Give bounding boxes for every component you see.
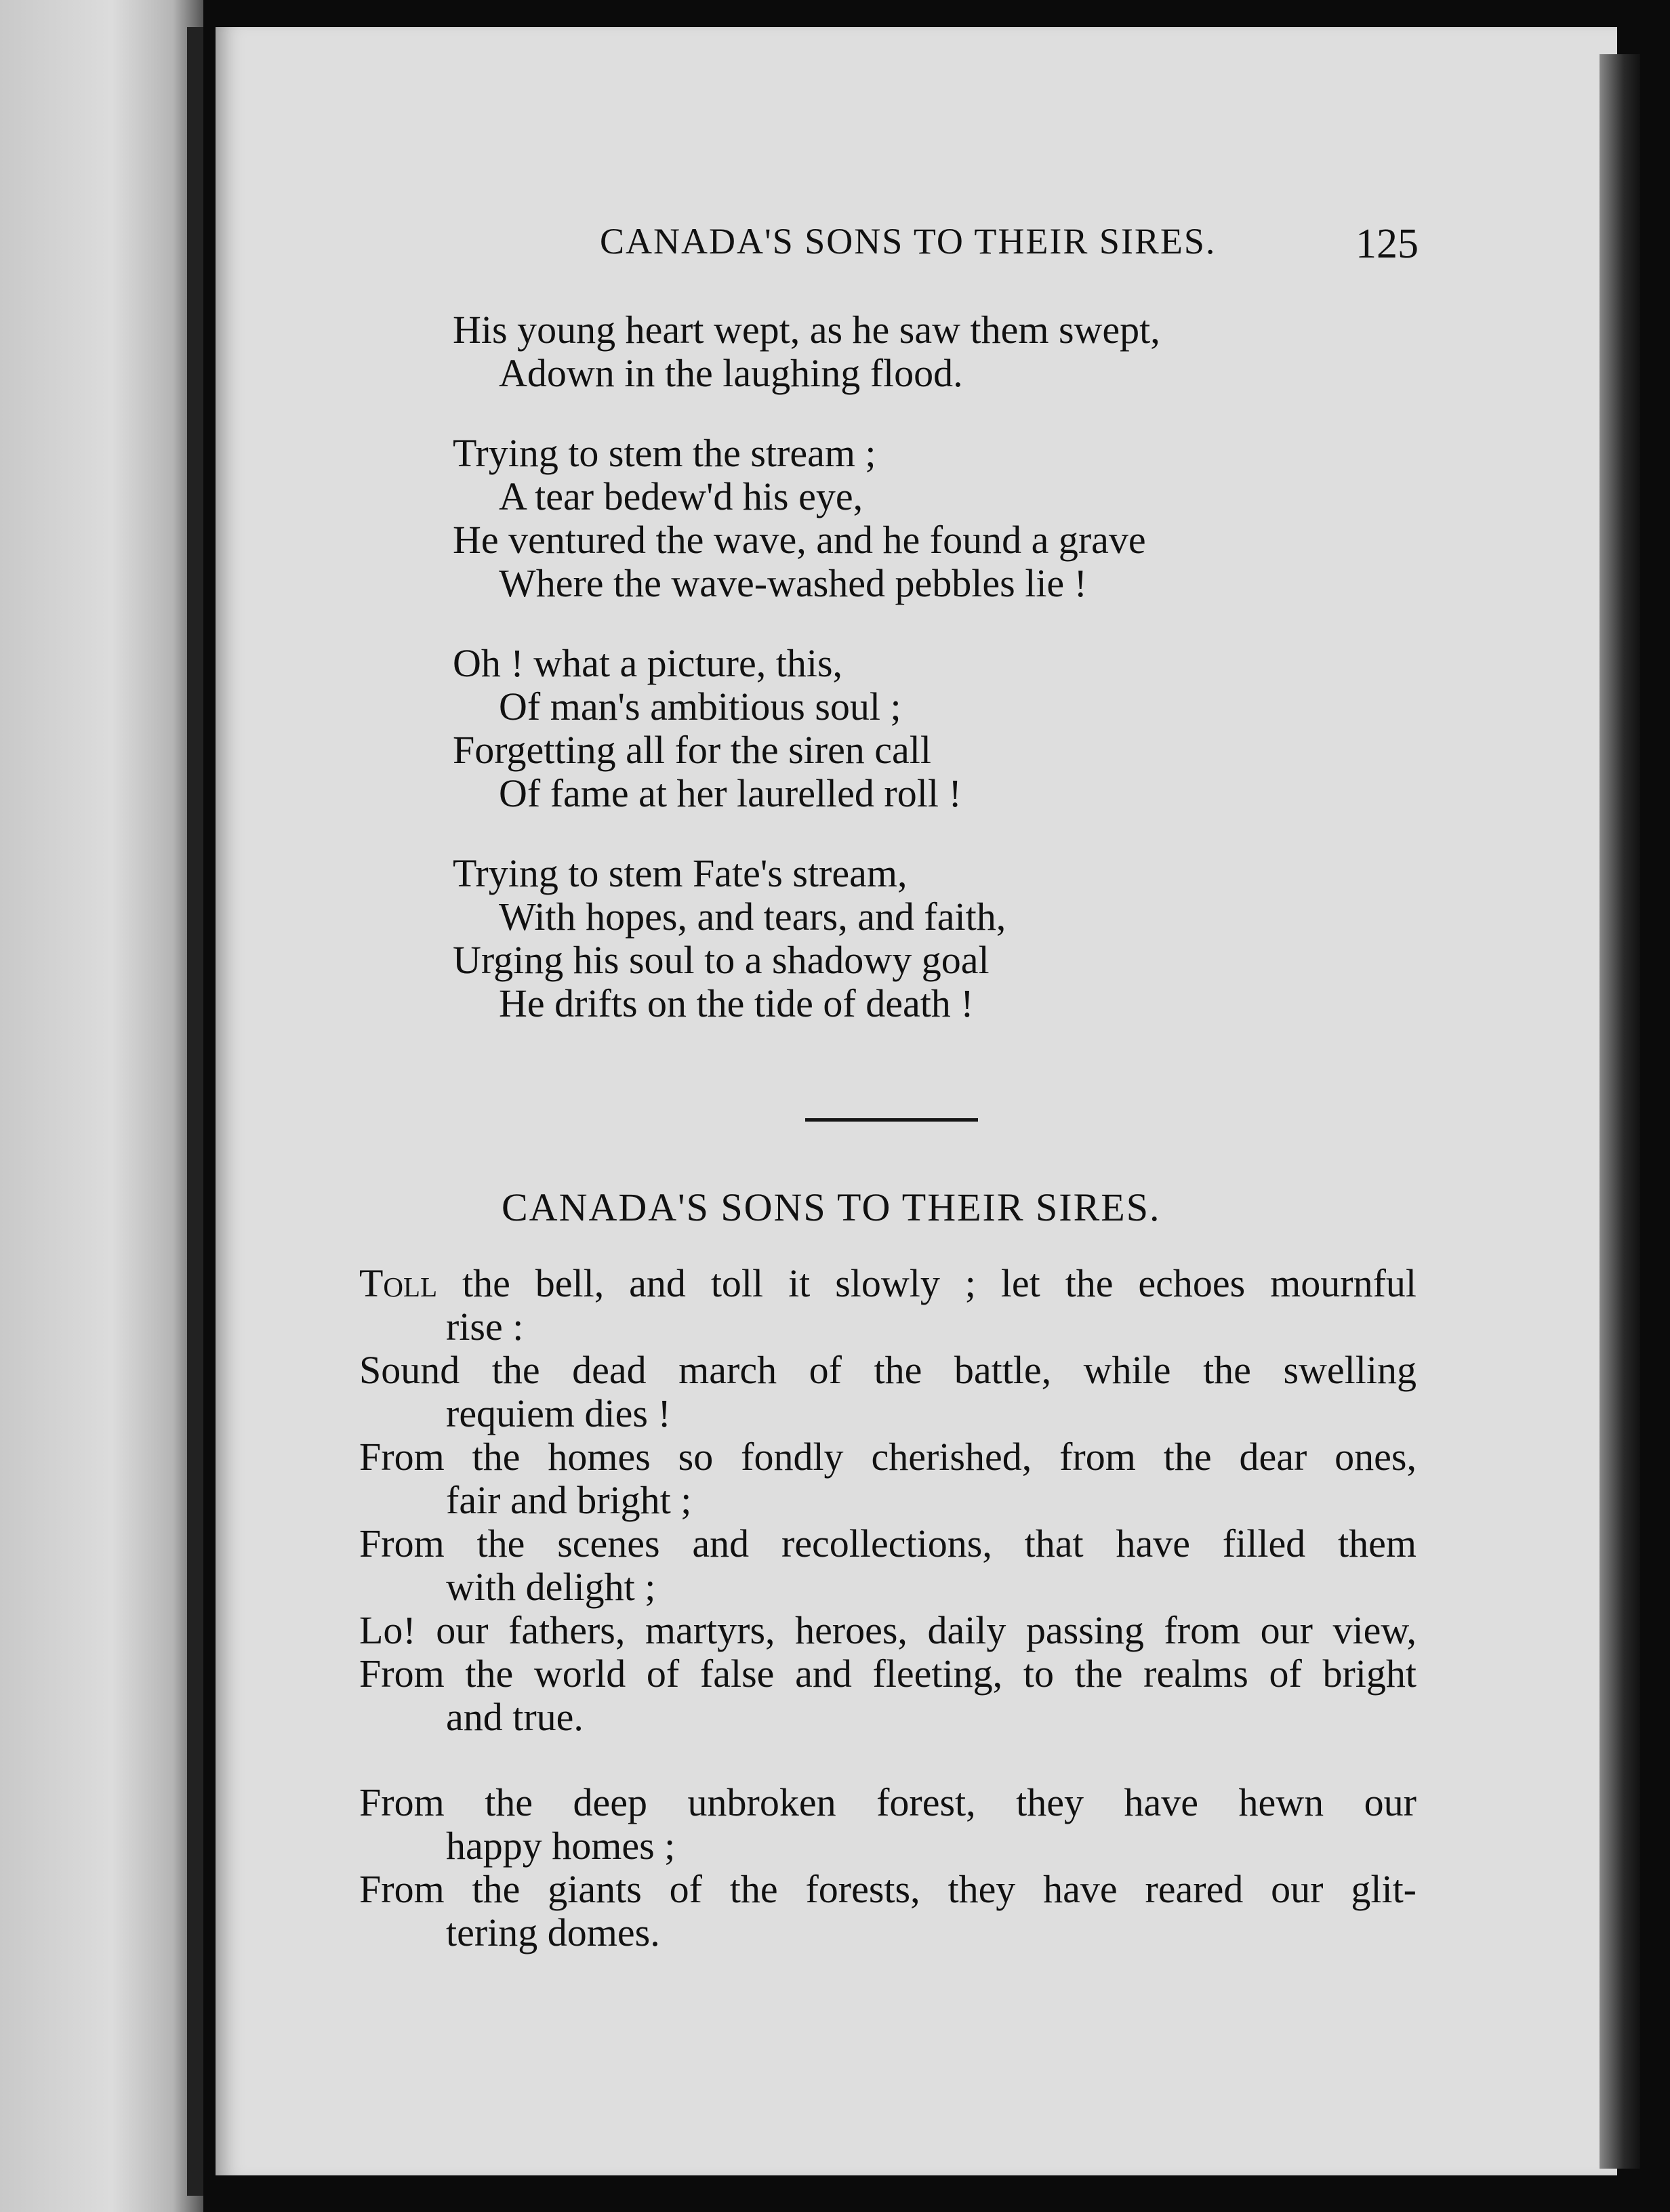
stanza xyxy=(453,432,1160,605)
drop-word: Toll xyxy=(359,1261,438,1305)
verse-line: Forgetting all for the siren call xyxy=(453,728,932,772)
verse-line-continuation: requiem dies ! xyxy=(446,1391,671,1435)
verse-line-continuation: rise : xyxy=(446,1305,524,1349)
page-number: 125 xyxy=(1356,221,1419,267)
verse-line: Sound the dead march of the battle, while the swelling xyxy=(359,1348,1417,1392)
verse-line-continuation: fair and bright ; xyxy=(446,1478,692,1522)
verse-line: Adown in the laughing flood. xyxy=(499,351,963,395)
verse-line: Toll the bell, and toll it slowly ; let the echoes mournful xyxy=(359,1261,1417,1305)
verse-line: He drifts on the tide of death ! xyxy=(499,981,974,1025)
verse-line: Trying to stem the stream ; xyxy=(453,431,876,475)
verse-line: From the world of false and fleeting, to the realms of bright xyxy=(359,1652,1417,1696)
left-page-margin xyxy=(0,0,203,2212)
verse-line: Trying to stem Fate's stream, xyxy=(453,851,908,895)
verse-line-continuation: happy homes ; xyxy=(446,1824,676,1868)
verse-line: Urging his soul to a shadowy goal xyxy=(453,938,990,982)
stanza xyxy=(453,852,1160,1025)
verse-line-continuation: and true. xyxy=(446,1695,584,1739)
verse-line: From the scenes and recollections, that have filled them xyxy=(359,1521,1417,1565)
page-edge-shadow xyxy=(1600,54,1640,2169)
verse-line: He ventured the wave, and he found a grave xyxy=(453,518,1146,562)
stanza xyxy=(453,642,1160,815)
verse-line-continuation: with delight ; xyxy=(446,1565,656,1609)
poem-title: CANADA'S SONS TO THEIR SIRES. xyxy=(502,1185,1161,1229)
verse-line: From the giants of the forests, they have reared our glit- xyxy=(359,1867,1417,1911)
verse-line: A tear bedew'd his eye, xyxy=(499,474,863,518)
poem-1 xyxy=(453,308,1160,1025)
verse-line: Where the wave-washed pebbles lie ! xyxy=(499,561,1087,605)
verse-line-continuation: tering domes. xyxy=(446,1910,660,1954)
verse-line: Oh ! what a picture, this, xyxy=(453,641,843,685)
stanza xyxy=(453,308,1160,395)
verse-line: Of man's ambitious soul ; xyxy=(499,684,901,729)
verse-line: His young heart wept, as he saw them swept, xyxy=(453,308,1160,352)
poem-2 xyxy=(359,1262,1417,1954)
verse-line: With hopes, and tears, and faith, xyxy=(499,895,1006,939)
book-gutter xyxy=(187,27,203,2196)
running-head: CANADA'S SONS TO THEIR SIRES. xyxy=(600,221,1217,262)
verse-line: Lo! our fathers, martyrs, heroes, daily passing from our view, xyxy=(359,1608,1417,1652)
verse-line: From the homes so fondly cherished, from the dear ones, xyxy=(359,1435,1417,1479)
verse-line: Of fame at her laurelled roll ! xyxy=(499,771,962,815)
section-divider xyxy=(805,1118,978,1122)
verse-line: From the deep unbroken forest, they have hewn our xyxy=(359,1780,1417,1824)
